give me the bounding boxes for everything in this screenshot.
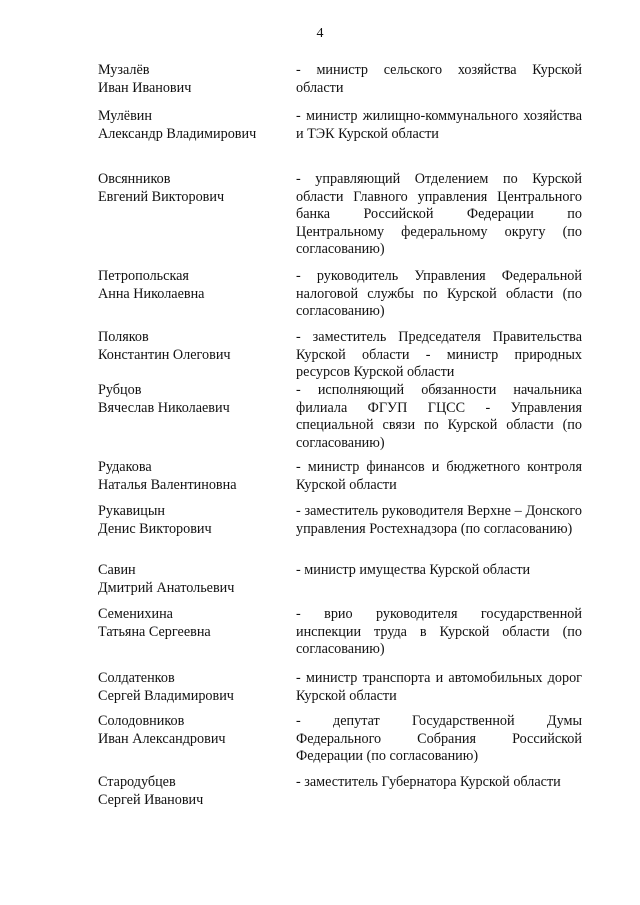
person-role: - руководитель Управления Федеральной налоговой службы по Курской области (по согласованию) <box>296 268 582 320</box>
given-name: Константин Олегович <box>98 346 231 363</box>
surname: Петропольская <box>98 268 189 284</box>
person-role: - врио руководителя государственной инспекции труда в Курской области (по согласованию) <box>296 606 582 658</box>
given-name: Анна Николаевна <box>98 285 205 302</box>
person-name <box>98 268 288 303</box>
person-role: - министр сельского хозяйства Курской области <box>296 62 582 96</box>
surname: Музалёв <box>98 62 150 78</box>
given-name: Сергей Иванович <box>98 791 204 808</box>
person-role: - министр жилищно-коммунального хозяйства и ТЭК Курской области <box>296 108 582 142</box>
surname: Поляков <box>98 329 149 345</box>
given-name: Денис Викторович <box>98 520 212 537</box>
surname: Рукавицын <box>98 503 165 519</box>
surname: Савин <box>98 562 136 578</box>
person-role: - исполняющий обязанности начальника филиала ФГУП ГЦСС - Управления специальной связи по Курской области (по согласованию) <box>296 382 582 451</box>
person-role: - министр транспорта и автомобильных дорог Курской области <box>296 670 582 704</box>
surname: Рудакова <box>98 459 152 475</box>
given-name: Иван Александрович <box>98 730 226 747</box>
surname: Стародубцев <box>98 774 176 790</box>
person-name <box>98 503 288 538</box>
person-role: - заместитель Губернатора Курской области <box>296 774 561 790</box>
surname: Семенихина <box>98 606 173 622</box>
person-role: - управляющий Отделением по Курской области Главного управления Центрального банка Российской Федерации по Центральному федеральному округу (по согласованию) <box>296 171 582 258</box>
person-name <box>98 562 288 597</box>
person-name <box>98 606 288 641</box>
person-role: - заместитель руководителя Верхне – Донского управления Ростехнадзора (по согласованию) <box>296 503 582 537</box>
person-name <box>98 459 288 494</box>
surname: Мулёвин <box>98 108 152 124</box>
given-name: Татьяна Сергеевна <box>98 623 211 640</box>
person-name <box>98 108 288 143</box>
surname: Солодовников <box>98 713 185 729</box>
person-name <box>98 329 288 364</box>
given-name: Вячеслав Николаевич <box>98 399 230 416</box>
given-name: Сергей Владимирович <box>98 687 234 704</box>
surname: Овсянников <box>98 171 171 187</box>
person-name <box>98 774 288 809</box>
person-role: - министр финансов и бюджетного контроля Курской области <box>296 459 582 493</box>
person-name <box>98 171 288 206</box>
person-role: - заместитель Председателя Правительства Курской области - министр природных ресурсов Курской области <box>296 329 582 381</box>
person-role: - депутат Государственной Думы Федерального Собрания Российской Федерации (по согласованию) <box>296 713 582 765</box>
person-name <box>98 62 288 97</box>
given-name: Иван Иванович <box>98 79 192 96</box>
given-name: Александр Владимирович <box>98 125 257 142</box>
page-number: 4 <box>316 26 324 41</box>
given-name: Дмитрий Анатольевич <box>98 579 235 596</box>
person-name <box>98 382 288 417</box>
person-name <box>98 670 288 705</box>
given-name: Евгений Викторович <box>98 188 225 205</box>
person-role: - министр имущества Курской области <box>296 562 531 578</box>
person-name <box>98 713 288 748</box>
surname: Солдатенков <box>98 670 175 686</box>
surname: Рубцов <box>98 382 142 398</box>
given-name: Наталья Валентиновна <box>98 476 237 493</box>
